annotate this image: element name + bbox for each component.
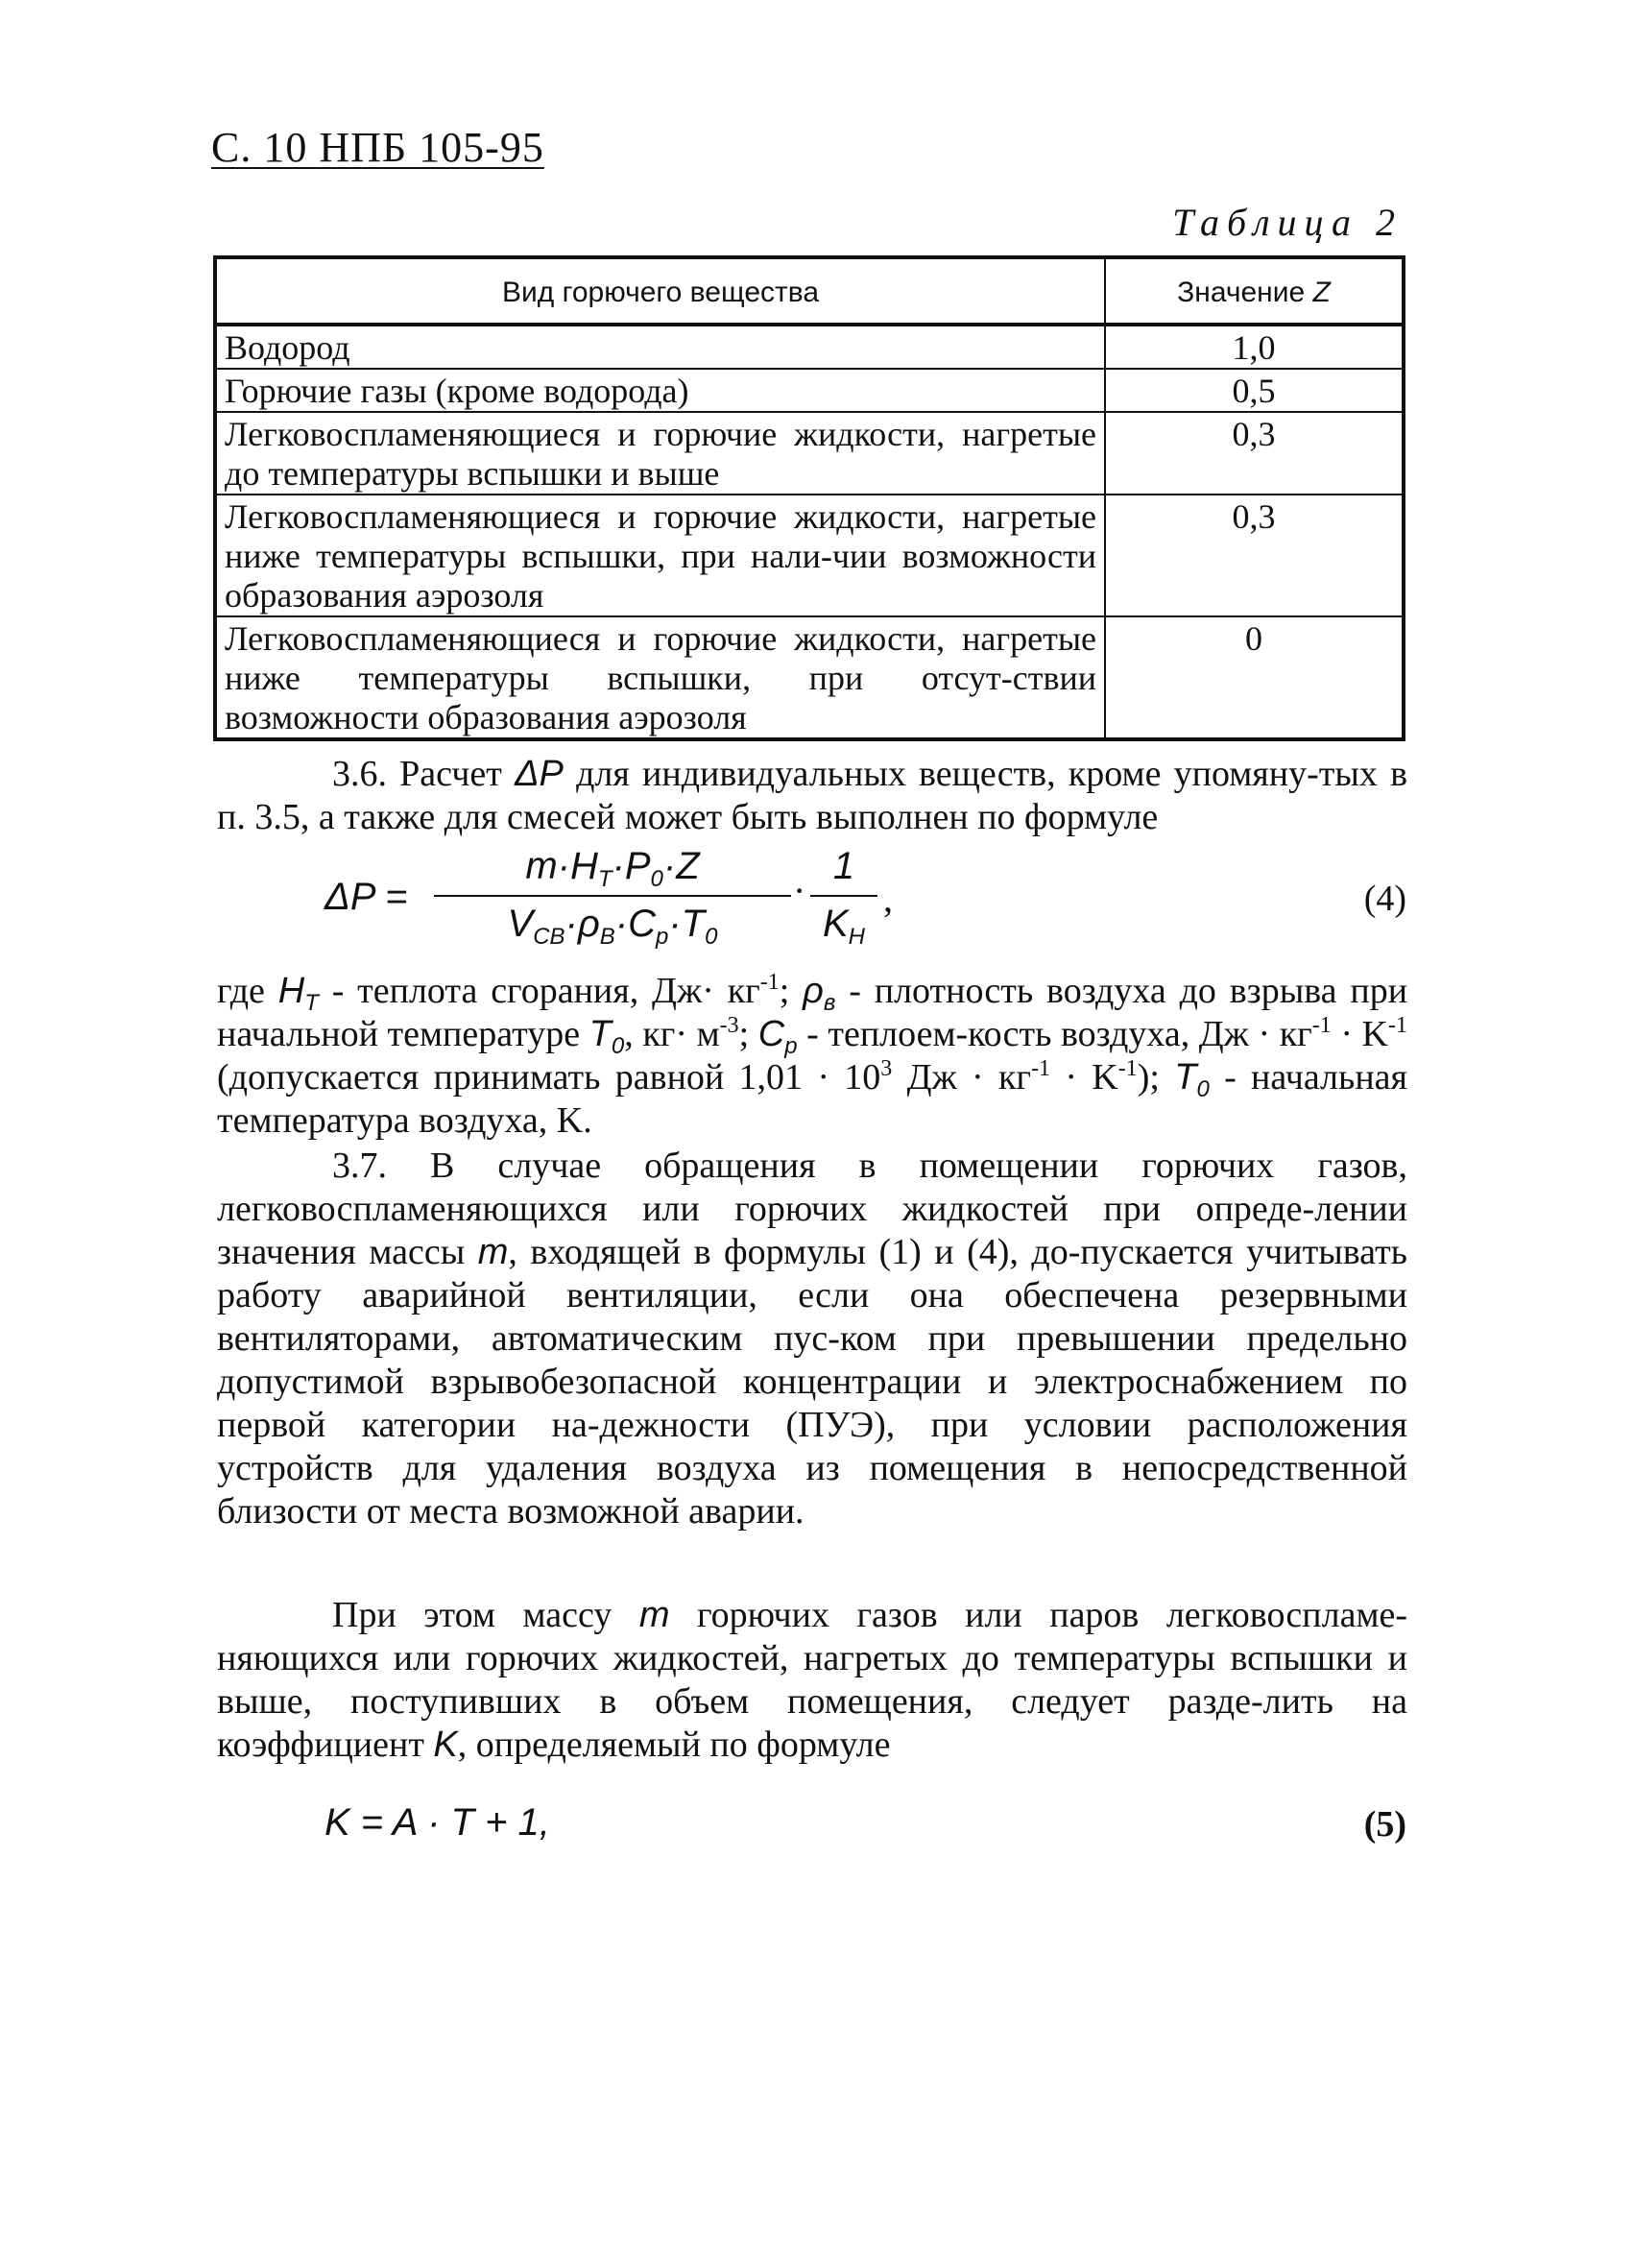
column-header-value — [1105, 257, 1404, 325]
column-header-value-symbol: Z — [1312, 276, 1331, 308]
text-run: - теплоем-кость воздуха, Дж · кг — [806, 1014, 1312, 1054]
formula-5: K = A · T + 1, — [324, 1801, 550, 1844]
superscript: -1 — [759, 970, 780, 995]
text-run: (допускается принимать равной 1,01 · 10 — [217, 1057, 881, 1098]
value-cell: 1,0 — [1105, 325, 1404, 369]
superscript: 3 — [880, 1056, 893, 1081]
text-run: При этом массу — [332, 1595, 612, 1635]
text-run: для индивидуальных веществ, кроме упомяну-тых в п. 3.5, а также для смесей может быть выполнен по формуле — [217, 754, 1408, 837]
text-run: 3.7. В случае обращения в помещении горючих газов, легковоспламеняющихся или горючих жидкостей при опреде-лении значения массы — [217, 1146, 1407, 1272]
text-run: горючих газов или паров легковоспламе-няющихся или горючих жидкостей, нагретых до температуры вспышки и выше, поступивших в объем помещения, следует разде-лить на коэффициент — [217, 1595, 1408, 1765]
value-cell: 0,3 — [1105, 412, 1404, 495]
value-cell: 0,5 — [1105, 369, 1404, 412]
formula-term: m·H — [525, 845, 598, 887]
substance-cell: Легковоспламеняющиеся и горючие жидкости, нагретые ниже температуры вспышки, при отсут-ствии возможности образования аэрозоля — [215, 616, 1105, 739]
formula-subscript: Н — [848, 924, 866, 950]
formula-subscript: 0 — [650, 866, 663, 892]
superscript: -1 — [1031, 1056, 1051, 1081]
formula-subscript: p — [784, 1033, 798, 1059]
superscript: -1 — [1311, 1013, 1332, 1038]
column-header-substance: Вид горючего вещества — [215, 257, 1105, 325]
value-cell: 0 — [1105, 616, 1404, 739]
formula-4-denominator — [434, 903, 791, 950]
table-row — [215, 325, 1404, 369]
symbol-m: m — [477, 1232, 509, 1272]
text-run: · K — [1065, 1057, 1118, 1098]
paragraph-legend — [217, 970, 1407, 1143]
formula-comma: , — [883, 877, 893, 920]
substance-cell: Водород — [215, 325, 1105, 369]
table-row — [215, 369, 1404, 412]
symbol-h: H — [277, 971, 305, 1011]
symbol-t0: T — [588, 1014, 612, 1054]
symbol-cp: C — [757, 1014, 785, 1054]
symbol-rho: ρ — [803, 971, 824, 1011]
text-run: , кг· м — [624, 1014, 720, 1054]
formula-5-number: (5) — [1363, 1804, 1406, 1845]
text-run: , входящей в формулы (1) и (4), до-пускается учитывать работу аварийной вентиляции, если она обеспечена резервными вентиляторами, автоматическим пус-ком при превышении предельно допустимой взрывобезопасной концентрации и электроснабжением по первой категории на-дежности (ПУЭ), при условии расположения устройств для удаления воздуха из помещения в непосредственной близости от места возможной аварии. — [217, 1232, 1408, 1532]
formula-subscript: p — [656, 924, 669, 950]
substance-cell: Легковоспламеняющиеся и горючие жидкости, нагретые ниже температуры вспышки, при нали-чии возможности образования аэрозоля — [215, 495, 1105, 616]
paragraph-mass — [217, 1594, 1407, 1767]
table-row — [215, 412, 1404, 495]
symbol-k: K — [433, 1725, 458, 1765]
substance-table — [213, 255, 1405, 741]
formula-term: K — [822, 903, 849, 945]
column-header-value-text: Значение — [1177, 276, 1306, 308]
formula-term: ·Z — [662, 845, 700, 887]
formula-dot: · — [793, 869, 806, 912]
text-run: ; — [779, 971, 790, 1011]
formula-term: ·ρ — [564, 903, 600, 945]
formula-subscript: 0 — [1196, 1076, 1210, 1102]
formula-term: ·T — [668, 903, 706, 945]
fraction-bar — [434, 895, 791, 897]
formula-subscript: СВ — [533, 924, 565, 950]
text-run: - плотность воздуха до взрыва при начальной температуре — [217, 971, 1408, 1054]
formula-term: ·P — [612, 845, 651, 887]
substance-cell: Горючие газы (кроме водорода) — [215, 369, 1105, 412]
text-run: - теплота сгорания, Дж· кг — [331, 971, 760, 1011]
text-run: - начальная температура воздуха, K. — [217, 1057, 1408, 1141]
symbol-delta-p: ΔP — [515, 754, 564, 794]
formula-subscript: T — [304, 990, 319, 1016]
table-row — [215, 616, 1404, 739]
formula-term: V — [507, 903, 534, 945]
symbol-t0: T — [1174, 1057, 1197, 1098]
formula-subscript: в — [823, 990, 836, 1016]
formula-subscript: 0 — [611, 1033, 625, 1059]
formula-4-numerator-2: 1 — [832, 845, 855, 887]
text-run: ; — [738, 1014, 750, 1054]
formula-4-denominator-2 — [810, 903, 877, 950]
superscript: -1 — [1388, 1013, 1407, 1038]
text-run: где — [217, 971, 265, 1011]
text-run: Дж · кг — [906, 1057, 1032, 1098]
formula-4-lhs: ΔP = — [324, 876, 408, 918]
text-run: 3.6. Расчет — [332, 754, 502, 794]
paragraph-3-7 — [217, 1145, 1407, 1533]
value-cell: 0,3 — [1105, 495, 1404, 616]
substance-cell: Легковоспламеняющиеся и горючие жидкости, нагретые до температуры вспышки и выше — [215, 412, 1105, 495]
text-run: · K — [1340, 1014, 1388, 1054]
text-run: ); — [1137, 1057, 1160, 1098]
symbol-m: m — [638, 1595, 670, 1635]
text-run: , определяемый по формуле — [457, 1725, 891, 1765]
formula-subscript: В — [599, 924, 615, 950]
page-header: С. 10 НПБ 105-95 — [211, 124, 544, 171]
paragraph-3-6 — [217, 753, 1407, 839]
table-header-row — [215, 257, 1404, 325]
formula-term: ·C — [614, 903, 656, 945]
fraction-bar — [810, 895, 877, 897]
table-row — [215, 495, 1404, 616]
formula-4-number: (4) — [1363, 879, 1406, 919]
formula-subscript: T — [597, 866, 612, 892]
formula-4-numerator — [434, 845, 791, 892]
formula-subscript: 0 — [705, 924, 718, 950]
superscript: -3 — [719, 1013, 739, 1038]
table-caption: Таблица 2 — [1172, 201, 1403, 244]
superscript: -1 — [1117, 1056, 1138, 1081]
